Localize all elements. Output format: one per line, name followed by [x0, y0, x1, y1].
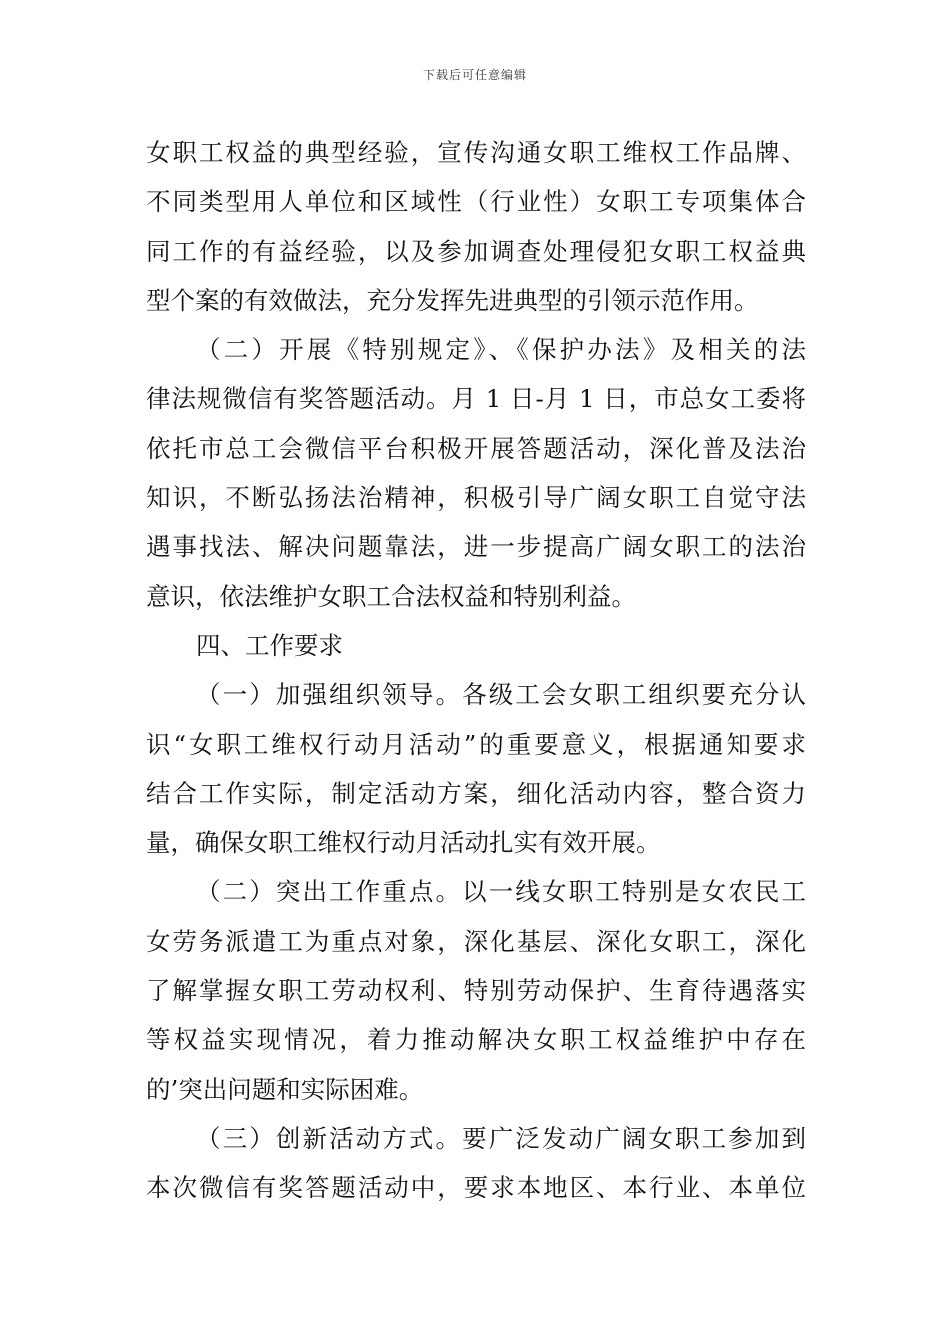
text-line: 型个案的有效做法，充分发挥先进典型的引领示范作用。 — [146, 285, 759, 315]
text-line: 知识，不断弘扬法治精神，积极引导广阔女职工自觉守法 — [146, 483, 806, 513]
text-line: 四、工作要求 — [196, 630, 343, 660]
text-line: 结合工作实际，制定活动方案，细化活动内容，整合资力 — [146, 778, 806, 808]
text-line: 了解掌握女职工劳动权利、特别劳动保护、生育待遇落实 — [146, 976, 806, 1006]
text-line: 等权益实现情况，着力推动解决女职工权益维护中存在 — [146, 1025, 806, 1055]
document-body — [146, 128, 806, 1213]
text-line: （一）加强组织领导。各级工会女职工组织要充分认 — [196, 680, 806, 710]
text-line: 的’突出问题和实际困难。 — [146, 1074, 424, 1104]
text-line: （二）突出工作重点。以一线女职工特别是女农民工 — [196, 877, 806, 907]
text-line: 女职工权益的典型经验，宣传沟通女职工维权工作品牌、 — [146, 138, 806, 167]
text-line: 意识，依法维护女职工合法权益和特别利益。 — [146, 581, 636, 611]
text-line: （三）创新活动方式。要广泛发动广阔女职工参加到 — [196, 1123, 806, 1153]
text-line: 依托市总工会微信平台积极开展答题活动，深化普及法治 — [146, 433, 806, 463]
text-line: 同工作的有益经验，以及参加调查处理侵犯女职工权益典 — [146, 236, 806, 266]
text-line: 量，确保女职工维权行动月活动扎实有效开展。 — [146, 828, 661, 858]
text-line: （二）开展《特别规定》、《保护办法》及相关的法 — [196, 335, 806, 365]
page-header: 下载后可任意编辑 — [422, 68, 527, 82]
text-line: 不同类型用人单位和区域性（行业性）女职工专项集体合 — [146, 187, 806, 217]
text-line: 识“女职工维权行动月活动”的重要意义，根据通知要求 — [146, 729, 806, 759]
text-line: 遇事找法、解决问题靠法，进一步提高广阔女职工的法治 — [146, 532, 806, 562]
text-line: 本次微信有奖答题活动中，要求本地区、本行业、本单位 — [146, 1173, 806, 1203]
text-line: 女劳务派遣工为重点对象，深化基层、深化女职工，深化 — [146, 926, 806, 956]
text-line: 律法规微信有奖答题活动。月 1 日-月 1 日，市总女工委将 — [146, 384, 806, 414]
